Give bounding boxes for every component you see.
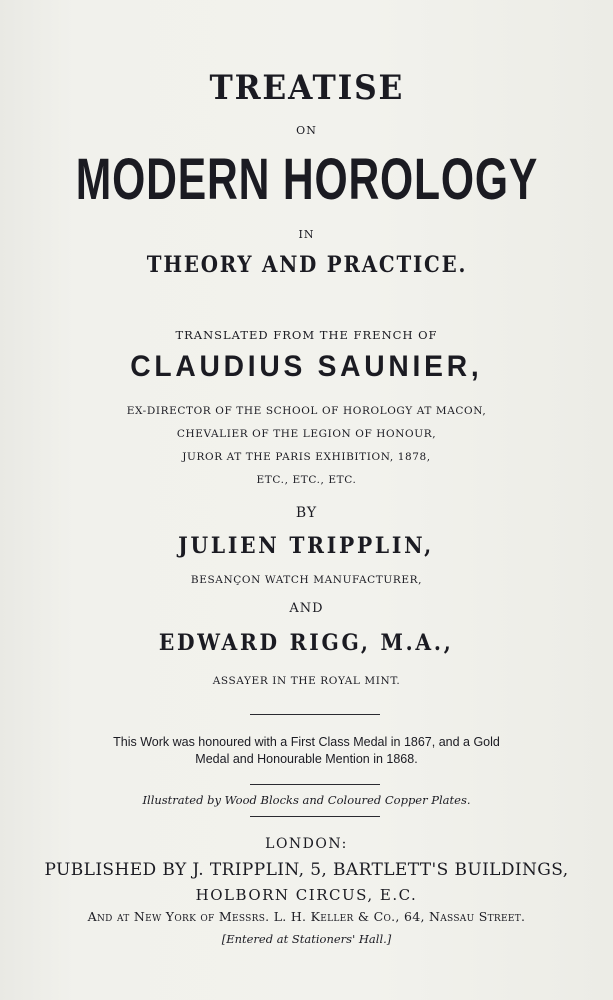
- title-treatise: [0, 68, 613, 108]
- publisher-line: PUBLISHED BY J. TRIPPLIN, 5, BARTLETT'S BUILDINGS,: [44, 860, 569, 880]
- translator1-role: BESANÇON WATCH MANUFACTURER,: [190, 574, 423, 586]
- title-subtitle-text: THEORY AND PRACTICE.: [146, 252, 467, 278]
- divider-rule: [250, 784, 380, 785]
- author-name: [0, 350, 613, 384]
- divider-rule: [250, 816, 380, 817]
- translator2-role: ASSAYER IN THE ROYAL MINT.: [212, 675, 401, 687]
- author-credential: ETC., ETC., ETC.: [256, 474, 357, 486]
- honours-line: This Work was honoured with a First Class Medal in 1867, and a Gold: [113, 735, 500, 749]
- translated-from: TRANSLATED FROM THE FRENCH OF: [175, 328, 438, 342]
- author-name-text: CLAUDIUS SAUNIER,: [130, 350, 483, 383]
- imprint-city: LONDON:: [265, 836, 348, 852]
- and-label: AND: [289, 601, 324, 616]
- translator1-name: [0, 533, 613, 559]
- author-credential: CHEVALIER OF THE LEGION OF HONOUR,: [176, 428, 437, 440]
- stationers-note: [Entered at Stationers' Hall.]: [221, 932, 392, 946]
- translator1-name-text: JULIEN TRIPPLIN,: [178, 533, 435, 559]
- author-credential: EX-DIRECTOR OF THE SCHOOL OF HOROLOGY AT MACON,: [126, 405, 487, 417]
- illustrated-note: Illustrated by Wood Blocks and Coloured Copper Plates.: [142, 793, 471, 807]
- author-credential: JUROR AT THE PARIS EXHIBITION, 1878,: [182, 451, 431, 463]
- title-treatise-text: TREATISE: [209, 68, 404, 108]
- translator2-name: [0, 630, 613, 656]
- title-subtitle: [0, 252, 613, 278]
- by-label: BY: [295, 505, 318, 521]
- title-main-text: MODERN HOROLOGY: [75, 147, 538, 213]
- title-main: [0, 147, 613, 213]
- divider-rule: [250, 714, 380, 715]
- new-york-line: And at New York of Messrs. L. H. Keller & Co., 64, Nassau Street.: [87, 909, 526, 924]
- title-on: ON: [296, 124, 317, 137]
- title-in: IN: [298, 228, 315, 241]
- honours-line: Medal and Honourable Mention in 1868.: [195, 752, 418, 766]
- translator2-name-text: EDWARD RIGG, M.A.,: [159, 630, 454, 656]
- publisher-address: HOLBORN CIRCUS, E.C.: [195, 886, 418, 904]
